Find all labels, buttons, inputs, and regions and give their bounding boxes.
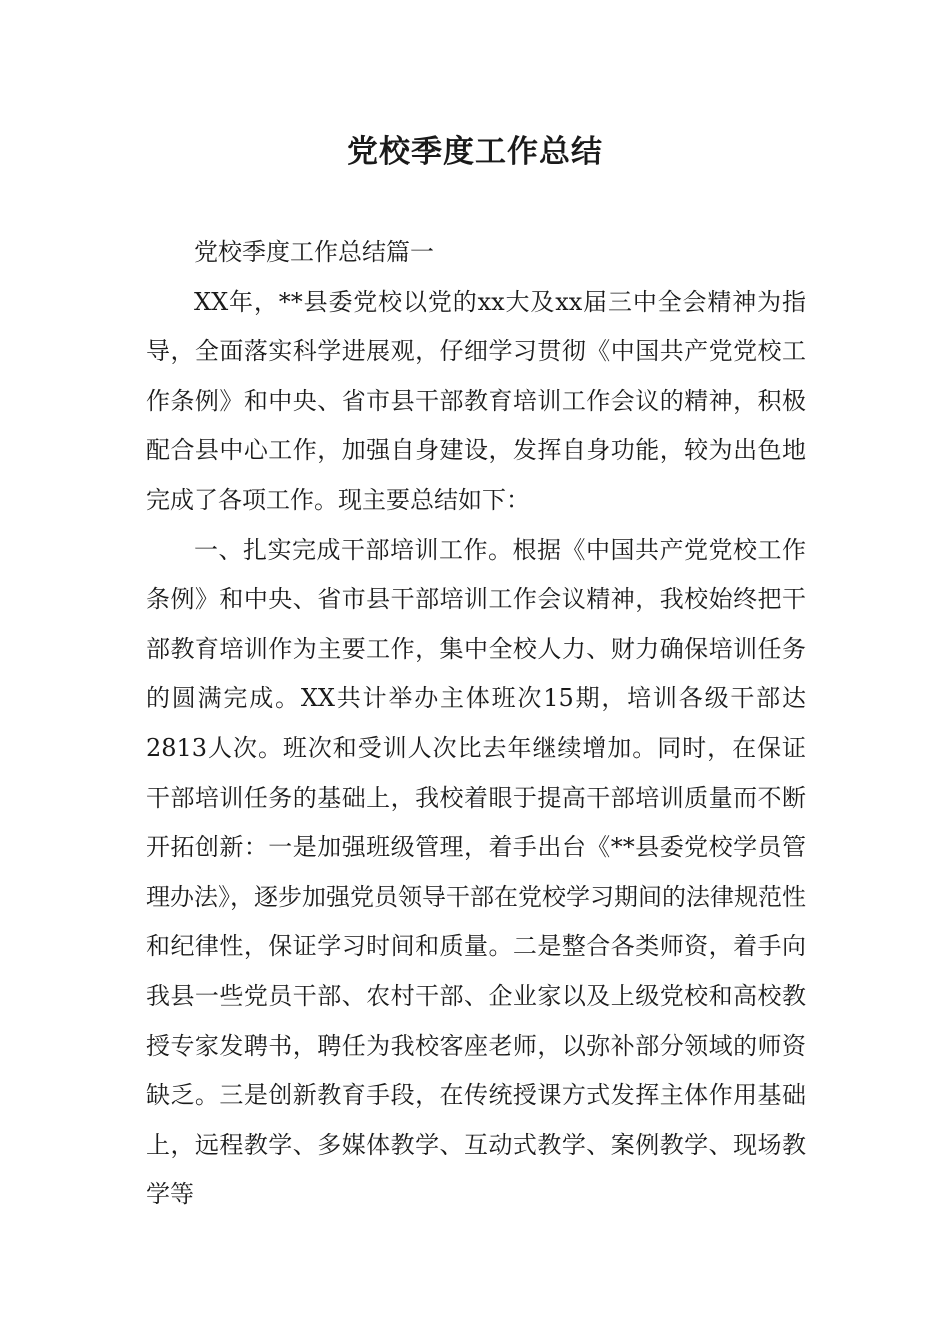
training-paragraph: 一、扎实完成干部培训工作。根据《中国共产党党校工作条例》和中央、省市县干部培训工作会议精神，我校始终把干部教育培训作为主要工作，集中全校人力、财力确保培训任务的圆满完成。XX共计举办主体班次15期，培训各级干部达2813人次。班次和受训人次比去年继续增加。同时，在保证干部培训任务的基础上，我校着眼于提高干部培训质量而不断开拓创新：一是加强班级管理，着手出台《**县委党校学员管理办法》，逐步加强党员领导干部在党校学习期间的法律规范性和纪律性，保证学习时间和质量。二是整合各类师资，着手向我县一些党员干部、农村干部、企业家以及上级党校和高校教授专家发聘书，聘任为我校客座老师，以弥补部分领域的师资缺乏。三是创新教育手段，在传统授课方式发挥主体作用基础上，远程教学、多媒体教学、互动式教学、案例教学、现场教学等 <box>146 535 806 1209</box>
intro-paragraph: XX年，**县委党校以党的xx大及xx届三中全会精神为指导，全面落实科学进展观，仔细学习贯彻《中国共产党党校工作条例》和中央、省市县干部教育培训工作会议的精神，积极配合县中心工作，加强自身建设，发挥自身功能，较为出色地完成了各项工作。现主要总结如下： <box>146 287 806 514</box>
section-heading: 党校季度工作总结篇一 <box>194 238 434 266</box>
document-title: 党校季度工作总结 <box>347 134 603 170</box>
document-body <box>146 228 806 1220</box>
